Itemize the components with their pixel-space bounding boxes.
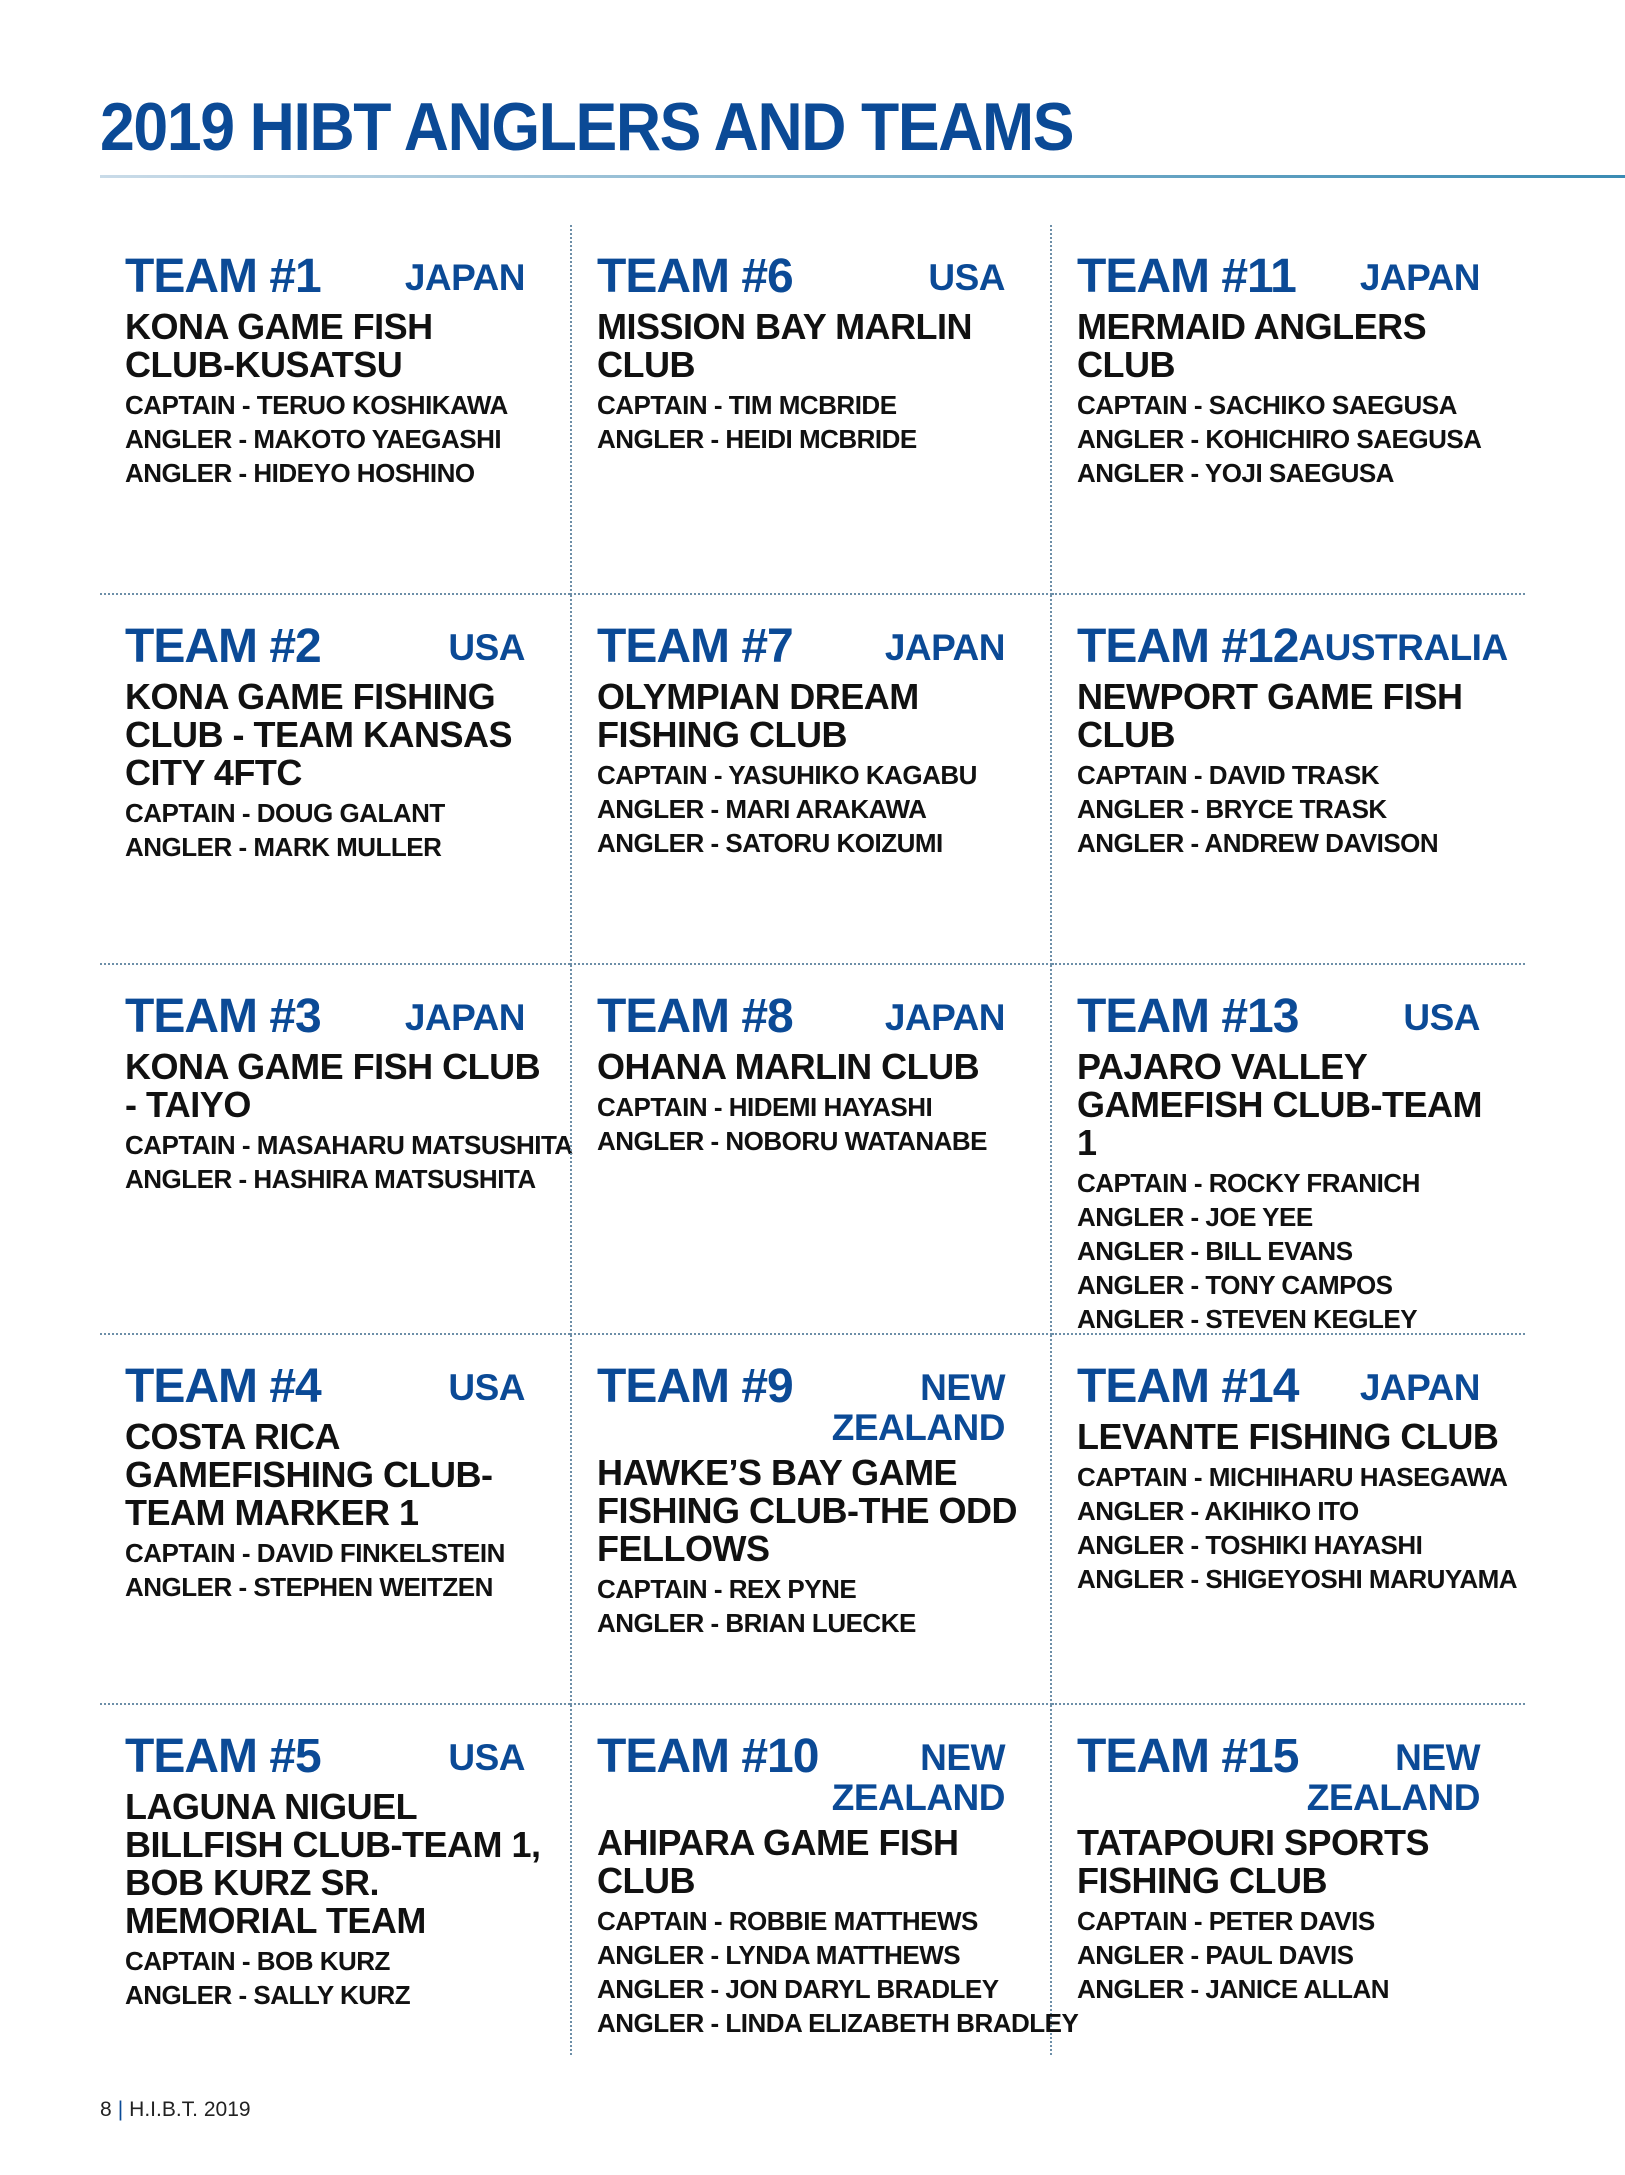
team-country: USA: [1403, 997, 1480, 1038]
captain-name: CAPTAIN - DAVID FINKELSTEIN: [125, 1538, 505, 1568]
team-header: [125, 1362, 570, 1412]
team-card: [570, 1705, 1079, 2055]
team-card: [1052, 1705, 1525, 2055]
team-number: TEAM #11: [1077, 250, 1296, 303]
club-name: MERMAID ANGLERS CLUB: [1077, 306, 1427, 385]
angler-name: ANGLER - STEVEN KEGLEY: [1077, 1304, 1418, 1334]
team-header: [125, 252, 570, 302]
angler-name: ANGLER - LYNDA MATTHEWS: [597, 1940, 961, 1970]
team-header: [597, 622, 1050, 672]
angler-name: ANGLER - TONY CAMPOS: [1077, 1270, 1393, 1300]
team-header: [597, 1732, 1050, 1818]
captain-name: CAPTAIN - REX PYNE: [597, 1574, 857, 1604]
angler-name: ANGLER - SHIGEYOSHI MARUYAMA: [1077, 1564, 1518, 1594]
club-name: LEVANTE FISHING CLUB: [1077, 1416, 1499, 1457]
team-header: [1077, 622, 1525, 672]
angler-name: ANGLER - JON DARYL BRADLEY: [597, 1974, 999, 2004]
angler-name: ANGLER - JANICE ALLAN: [1077, 1974, 1390, 2004]
team-number: TEAM #8: [597, 990, 793, 1043]
team-card: [1052, 965, 1525, 1335]
angler-name: ANGLER - STEPHEN WEITZEN: [125, 1572, 493, 1602]
team-header: [125, 622, 570, 672]
team-country: JAPAN: [1359, 1367, 1480, 1408]
angler-name: ANGLER - BRIAN LUECKE: [597, 1608, 916, 1638]
page-footer: [100, 2098, 251, 2122]
team-card: [100, 225, 570, 595]
footer-separator: |: [117, 2098, 124, 2121]
captain-name: CAPTAIN - SACHIKO SAEGUSA: [1077, 390, 1457, 420]
team-number: TEAM #15: [1077, 1730, 1299, 1783]
team-number: TEAM #13: [1077, 990, 1299, 1043]
captain-name: CAPTAIN - YASUHIKO KAGABU: [597, 760, 977, 790]
teams-grid: [100, 225, 1525, 2055]
angler-name: ANGLER - SALLY KURZ: [125, 1980, 411, 2010]
angler-name: ANGLER - ANDREW DAVISON: [1077, 828, 1439, 858]
angler-name: ANGLER - HASHIRA MATSUSHITA: [125, 1164, 536, 1194]
team-number: TEAM #6: [597, 250, 793, 303]
captain-name: CAPTAIN - ROCKY FRANICH: [1077, 1168, 1420, 1198]
member-list: [125, 1944, 570, 2012]
publication-name: H.I.B.T. 2019: [129, 2098, 251, 2121]
club-name: PAJARO VALLEY GAMEFISH CLUB-TEAM 1: [1077, 1046, 1482, 1163]
club-name: KONA GAME FISHING CLUB - TEAM KANSAS CITY 4FTC: [125, 676, 512, 793]
team-card: [100, 965, 573, 1335]
angler-name: ANGLER - YOJI SAEGUSA: [1077, 458, 1394, 488]
club-name: HAWKE’S BAY GAME FISHING CLUB-THE ODD FELLOWS: [597, 1452, 1017, 1569]
captain-name: CAPTAIN - TIM MCBRIDE: [597, 390, 897, 420]
team-number: TEAM #2: [125, 620, 321, 673]
angler-name: ANGLER - KOHICHIRO SAEGUSA: [1077, 424, 1482, 454]
team-card: [570, 595, 1052, 965]
team-header: [597, 992, 1050, 1042]
captain-name: CAPTAIN - TERUO KOSHIKAWA: [125, 390, 508, 420]
team-header: [1077, 992, 1525, 1042]
team-country: JAPAN: [1359, 257, 1480, 298]
club-name: AHIPARA GAME FISH CLUB: [597, 1822, 959, 1901]
team-country: NEW ZEALAND: [831, 1737, 1005, 1818]
angler-name: ANGLER - MAKOTO YAEGASHI: [125, 424, 502, 454]
team-country: AUSTRALIA: [1298, 627, 1508, 668]
team-card: [100, 1705, 570, 2055]
member-list: [125, 1536, 570, 1604]
member-list: [125, 388, 570, 490]
team-number: TEAM #7: [597, 620, 793, 673]
team-number: TEAM #5: [125, 1730, 321, 1783]
team-card: [1052, 595, 1525, 965]
team-country: JAPAN: [884, 627, 1005, 668]
team-header: [1077, 252, 1525, 302]
member-list: [1077, 1166, 1525, 1336]
team-country: NEW ZEALAND: [831, 1367, 1005, 1448]
page-title: 2019 HIBT ANGLERS AND TEAMS: [100, 89, 1074, 165]
team-card: [1052, 225, 1525, 595]
team-card: [570, 1335, 1052, 1705]
team-card: [570, 225, 1052, 595]
angler-name: ANGLER - BILL EVANS: [1077, 1236, 1353, 1266]
club-name: TATAPOURI SPORTS FISHING CLUB: [1077, 1822, 1429, 1901]
member-list: [1077, 758, 1525, 860]
team-country: USA: [448, 627, 525, 668]
club-name: KONA GAME FISH CLUB - TAIYO: [125, 1046, 541, 1125]
angler-name: ANGLER - PAUL DAVIS: [1077, 1940, 1354, 1970]
team-card: [1052, 1335, 1525, 1705]
team-number: TEAM #14: [1077, 1360, 1299, 1413]
angler-name: ANGLER - SATORU KOIZUMI: [597, 828, 943, 858]
team-number: TEAM #4: [125, 1360, 321, 1413]
captain-name: CAPTAIN - DAVID TRASK: [1077, 760, 1379, 790]
team-country: USA: [448, 1737, 525, 1778]
team-number: TEAM #10: [597, 1730, 819, 1783]
club-name: OLYMPIAN DREAM FISHING CLUB: [597, 676, 919, 755]
team-country: JAPAN: [884, 997, 1005, 1038]
team-header: [125, 992, 570, 1042]
member-list: [597, 758, 1050, 860]
club-name: KONA GAME FISH CLUB-KUSATSU: [125, 306, 433, 385]
angler-name: ANGLER - TOSHIKI HAYASHI: [1077, 1530, 1423, 1560]
captain-name: CAPTAIN - HIDEMI HAYASHI: [597, 1092, 933, 1122]
team-number: TEAM #3: [125, 990, 321, 1043]
team-card: [570, 965, 1052, 1335]
member-list: [125, 796, 570, 864]
team-country: USA: [448, 1367, 525, 1408]
team-country: JAPAN: [404, 997, 525, 1038]
title-divider: [100, 175, 1625, 178]
member-list: [597, 1572, 1050, 1640]
team-country: JAPAN: [404, 257, 525, 298]
team-header: [1077, 1732, 1525, 1818]
team-country: NEW ZEALAND: [1306, 1737, 1480, 1818]
team-header: [125, 1732, 570, 1782]
club-name: COSTA RICA GAMEFISHING CLUB-TEAM MARKER 1: [125, 1416, 493, 1533]
member-list: [1077, 1460, 1525, 1596]
captain-name: CAPTAIN - BOB KURZ: [125, 1946, 390, 1976]
angler-name: ANGLER - MARK MULLER: [125, 832, 442, 862]
team-header: [1077, 1362, 1525, 1412]
team-country: USA: [928, 257, 1005, 298]
angler-name: ANGLER - LINDA ELIZABETH BRADLEY: [597, 2008, 1079, 2038]
team-card: [100, 595, 570, 965]
angler-name: ANGLER - HIDEYO HOSHINO: [125, 458, 475, 488]
member-list: [125, 1128, 573, 1196]
member-list: [597, 1090, 1050, 1158]
member-list: [597, 388, 1050, 456]
team-card: [100, 1335, 570, 1705]
captain-name: CAPTAIN - MICHIHARU HASEGAWA: [1077, 1462, 1508, 1492]
captain-name: CAPTAIN - DOUG GALANT: [125, 798, 445, 828]
captain-name: CAPTAIN - ROBBIE MATTHEWS: [597, 1906, 978, 1936]
angler-name: ANGLER - AKIHIKO ITO: [1077, 1496, 1359, 1526]
team-number: TEAM #12: [1077, 620, 1299, 673]
member-list: [1077, 1904, 1525, 2006]
captain-name: CAPTAIN - MASAHARU MATSUSHITA: [125, 1130, 573, 1160]
club-name: MISSION BAY MARLIN CLUB: [597, 306, 973, 385]
club-name: OHANA MARLIN CLUB: [597, 1046, 980, 1087]
member-list: [1077, 388, 1525, 490]
team-header: [597, 252, 1050, 302]
club-name: LAGUNA NIGUEL BILLFISH CLUB-TEAM 1, BOB KURZ SR. MEMORIAL TEAM: [125, 1786, 541, 1941]
page-number: 8: [100, 2098, 112, 2121]
angler-name: ANGLER - BRYCE TRASK: [1077, 794, 1387, 824]
team-header: [597, 1362, 1050, 1448]
captain-name: CAPTAIN - PETER DAVIS: [1077, 1906, 1375, 1936]
angler-name: ANGLER - HEIDI MCBRIDE: [597, 424, 917, 454]
club-name: NEWPORT GAME FISH CLUB: [1077, 676, 1463, 755]
member-list: [597, 1904, 1079, 2040]
angler-name: ANGLER - MARI ARAKAWA: [597, 794, 927, 824]
team-number: TEAM #9: [597, 1360, 793, 1413]
team-number: TEAM #1: [125, 250, 321, 303]
angler-name: ANGLER - NOBORU WATANABE: [597, 1126, 988, 1156]
angler-name: ANGLER - JOE YEE: [1077, 1202, 1313, 1232]
